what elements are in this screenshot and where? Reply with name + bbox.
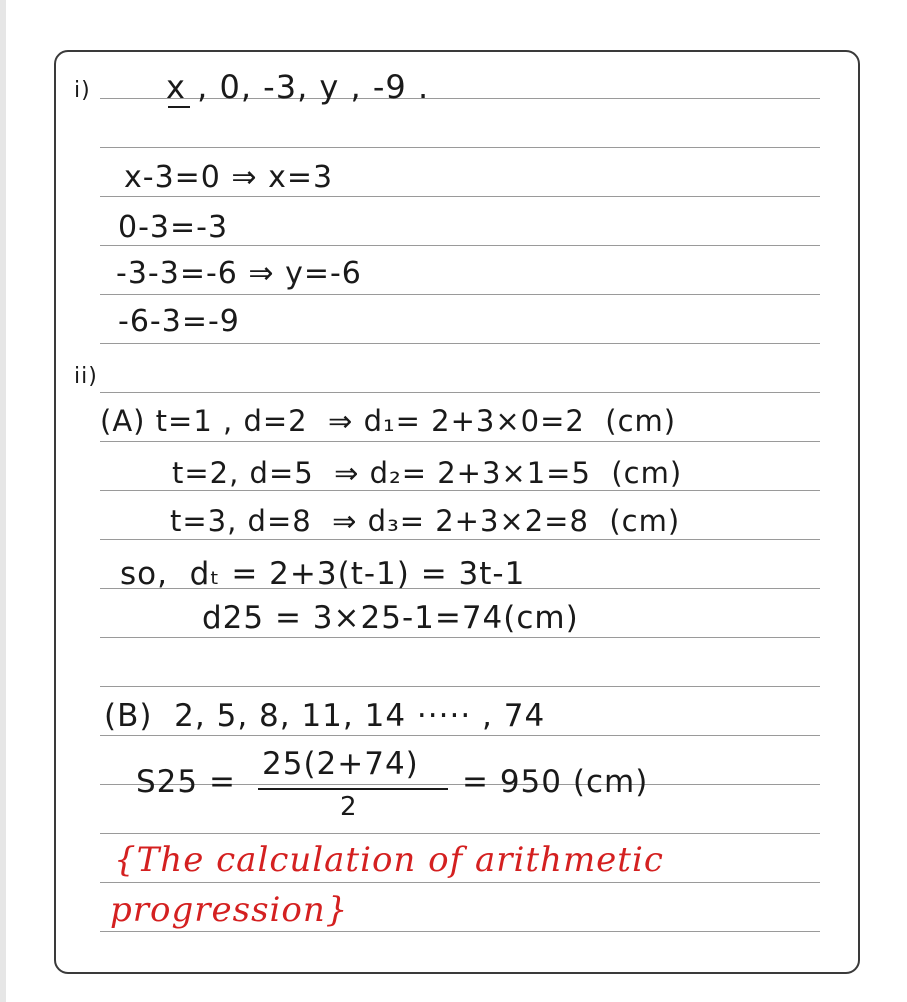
part-ii-label: ii)	[74, 364, 98, 389]
part-b-sequence: (B) 2, 5, 8, 11, 14 ····· , 74	[104, 698, 546, 734]
note-line-1: {The calculation of arithmetic	[114, 840, 664, 880]
ruled-line	[100, 147, 820, 148]
part-a-line-1: (A) t=1 , d=2 ⇒ d₁= 2+3×0=2 (cm)	[100, 404, 677, 438]
ruled-line	[100, 931, 820, 932]
part-i-label: i)	[74, 78, 91, 103]
page-left-edge	[0, 0, 6, 1002]
ruled-line	[100, 343, 820, 344]
ruled-line	[100, 490, 820, 491]
sum-denominator: 2	[340, 792, 358, 822]
ruled-line	[100, 637, 820, 638]
ruled-line	[100, 294, 820, 295]
part-a-line-5: d25 = 3×25-1=74(cm)	[202, 600, 579, 636]
ruled-line	[100, 196, 820, 197]
sum-rhs: = 950 (cm)	[462, 764, 649, 800]
ruled-line	[100, 735, 820, 736]
ruled-line	[100, 686, 820, 687]
note-line-2: progression}	[110, 890, 349, 930]
fraction-bar	[258, 788, 448, 790]
sum-numerator: 25(2+74)	[262, 746, 419, 782]
solve-line-2: 0-3=-3	[118, 210, 229, 245]
part-a-line-2: t=2, d=5 ⇒ d₂= 2+3×1=5 (cm)	[172, 456, 683, 490]
solve-line-4: -6-3=-9	[118, 304, 240, 339]
part-i-sequence: x , 0, -3, y , -9 .	[166, 68, 430, 106]
solve-line-3: -3-3=-6 ⇒ y=-6	[116, 256, 362, 291]
sum-lhs: S25 =	[136, 764, 236, 800]
x-underline	[168, 106, 190, 108]
solve-line-1: x-3=0 ⇒ x=3	[124, 160, 334, 195]
part-a-line-4: so, dₜ = 2+3(t-1) = 3t-1	[120, 556, 526, 592]
ruled-line	[100, 833, 820, 834]
part-a-line-3: t=3, d=8 ⇒ d₃= 2+3×2=8 (cm)	[170, 504, 681, 538]
ruled-line	[100, 441, 820, 442]
ruled-line	[100, 882, 820, 883]
ruled-line	[100, 392, 820, 393]
ruled-line	[100, 539, 820, 540]
ruled-line	[100, 245, 820, 246]
